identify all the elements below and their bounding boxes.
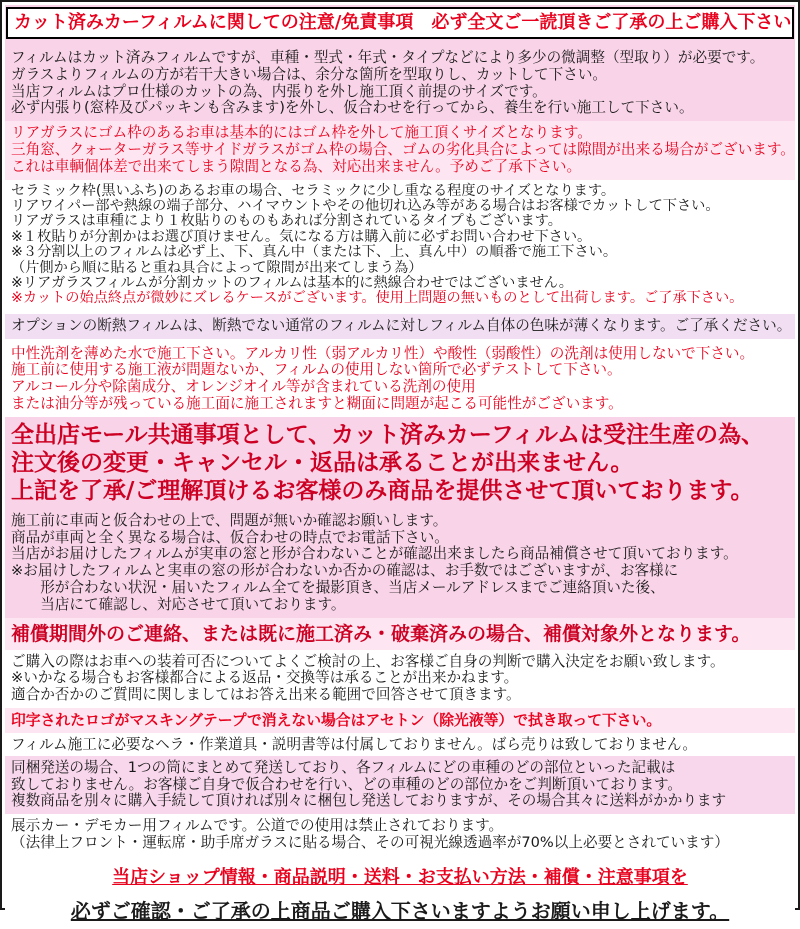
section-ceramic	[5, 180, 795, 311]
notice-line: ※１枚貼りが分割かはお選び頂けません。気になる方は購入前に必ずお問い合わせ下さい。	[11, 228, 592, 245]
notice-line: 展示カー・デモカー用フィルムです。公道での使用は禁止されております。	[11, 817, 504, 835]
shop-info-link[interactable]: 当店ショップ情報・商品説明・送料・お支払い方法・補償・注意事項を	[112, 866, 688, 888]
section-rubber-frame	[5, 121, 795, 179]
notice-line: フィルム施工に必要なヘラ・作業道具・説明書等は付属しておりません。ばら売りは致しておりません。	[11, 735, 697, 753]
notice-line: セラミック枠(黒いふち)のあるお車の場合、セラミックに少し重なる程度のサイズとなります。	[11, 182, 616, 199]
policy-headline: 上記を了承/ご理解頂けるお客様のみ商品を提供させて頂いております。	[11, 477, 754, 504]
notice-line-warning: 印字されたロゴがマスキングテープで消えない場合はアセトン（除光液等）で拭き取って下さい。	[11, 711, 662, 729]
notice-line: ※リアガラスフィルムが分割カットのフィルムは基本的に熱線合わせではございません。	[11, 275, 573, 292]
section-demo-car	[5, 814, 795, 856]
notice-line: これは車輌個体差で出来てしまう隙間となる為、対応出来ません。予めご了承下さい。	[11, 157, 582, 175]
section-mall-policy	[5, 417, 795, 509]
section-shipping-bundle	[5, 756, 795, 814]
notice-content	[5, 5, 795, 923]
notice-line: ※３分割以上のフィルムは必ず上、下、真ん中（または下、上、真ん中）の順番で施工下さい。	[11, 244, 618, 261]
confirm-request-line: 必ずご確認・ご了承の上商品ご購入下さいますようお願い申し上げます。	[70, 898, 730, 923]
page-title: カット済みカーフィルムに関しての注意/免責事項 必ず全文ご一読頂きご了承の上ご購入下さい	[6, 7, 794, 39]
notice-line: リアガラスにゴム枠のあるお車は基本的にはゴム枠を外して施工頂くサイズとなります。	[11, 124, 592, 142]
notice-line-warning: ※カットの始点終点が微妙にズレるケースがございます。使用上問題の無いものとして出荷します。ご了承下さい。	[11, 290, 744, 307]
policy-headline: 注文後の変更・キャンセル・返品は承ることが出来ません。	[11, 449, 634, 476]
notice-line: 当店にて確認し、対応させて頂いております。	[11, 595, 346, 613]
notice-line: 形が合わない状況・届いたフィルム全てを撮影頂き、当店メールアドレスまでご連絡頂いた後、	[11, 579, 665, 596]
notice-line: 必ず内張り(窓枠及びパッキンも含みます)を外し、仮合わせを行ってから、養生を行い施工して下さい。	[11, 99, 694, 117]
notice-line: ※いかなる場合もお客様都合による返品・交換等は承ることが出来かねます。	[11, 669, 519, 687]
section-detergent	[5, 342, 795, 417]
section-printed-logo	[5, 708, 795, 733]
section-warranty	[5, 618, 795, 650]
notice-line: 致しておりません。お客様ご自身で仮合わせを行い、どの車種のどの部位かをご判断頂いております。	[11, 775, 683, 793]
notice-line: ガラスよりフィルムの方が若干大きい場合は、余分な箇所を型取りし、カットして下さい。	[11, 65, 608, 83]
notice-line: 適合か否かのご質問に関しましてはお答え出来る範囲で回答させて頂きます。	[11, 686, 521, 704]
notice-line: ※お届けしたフィルムと実車の窓の形が合わないか否かの確認は、お手数ではございますが、お客様に	[11, 562, 679, 580]
notice-line: オプションの断熱フィルムは、断熱でない通常のフィルムに対しフィルム自体の色味が薄くなります。ご了承ください。	[11, 316, 792, 334]
notice-line: （法律上フロント・運転席・助手席ガラスに貼る場合、その可視光線透過率が70%以上必要とされています）	[11, 833, 729, 851]
section-pre-install	[5, 509, 795, 618]
policy-headline: 全出店モール共通事項として、カット済みカーフィルムは受注生産の為、	[11, 421, 765, 448]
section-footer	[5, 856, 795, 929]
section-fitting	[5, 46, 795, 121]
notice-line: 施工前に使用する施工液が問題ないか、フィルムの使用しない箇所で必ずテストして下さい。	[11, 361, 622, 379]
section-group-install	[5, 180, 795, 417]
notice-line: 当店がお届けしたフィルムが実車の窓と形が合わないことが確認出来ましたら商品補償させて頂いております。	[11, 545, 738, 563]
notice-line: 複数商品を別々に購入手続して頂ければ別々に梱包し発送しておりますが、その場合其々に送料がかかります	[11, 792, 727, 810]
notice-line: （片側から順に貼ると重ね具合によって隙間が出来てしまう為）	[11, 259, 423, 276]
section-option-film	[5, 314, 795, 339]
section-decision	[5, 650, 795, 708]
warranty-headline: 補償期間外のご連絡、または既に施工済み・破棄済みの場合、補償対象外となります。	[11, 622, 751, 645]
notice-line: リアワイパー部や熱線の端子部分、ハイマウントやその他切れ込み等がある場合はお客様でカットして下さい。	[11, 197, 720, 214]
section-group-warranty	[5, 618, 795, 929]
notice-line: 当店フィルムはプロ仕様のカットの為、内張りを外し施工頂く前提のサイズです。	[11, 82, 547, 100]
section-shipping-tools	[5, 733, 795, 754]
notice-line: 中性洗剤を薄めた水で施工下さい。アルカリ性（弱アルカリ性）や酸性（弱酸性）の洗剤は使用しないで下さい。	[11, 344, 755, 362]
notice-line: アルコール分や除菌成分、オレンジオイル等が含まれている洗剤の使用	[11, 378, 476, 396]
notice-line: 三角窓、クォーターガラス等サイドガラスがゴム枠の場合、ゴムの劣化具合によっては隙間が出来る場合がございます。	[11, 140, 795, 158]
notice-line: リアガラスは車種により１枚貼りのものもあれば分割されているタイプもございます。	[11, 213, 562, 230]
notice-line: ご購入の際はお車への装着可否についてよくご検討の上、お客様ご自身の判断で購入決定をお願い致します。	[11, 652, 725, 670]
notice-line: フィルムはカット済みフィルムですが、車種・型式・年式・タイプなどにより多少の微調整（型取り）が必要です。	[11, 49, 765, 66]
notice-line: 商品が車両と全く異なる場合は、仮合わせの時点でお電話下さい。	[11, 528, 449, 546]
notice-line: または油分等が残っている施工面に施工されますと糊面に問題が起こる可能性がございます。	[11, 395, 623, 413]
notice-line: 施工前に車両と仮合わせの上で、問題が無いか確認お願いします。	[11, 511, 448, 529]
notice-line: 同梱発送の場合、1つの筒にまとめて発送しており、各フィルムにどの車種のどの部位といった記載は	[11, 758, 676, 776]
